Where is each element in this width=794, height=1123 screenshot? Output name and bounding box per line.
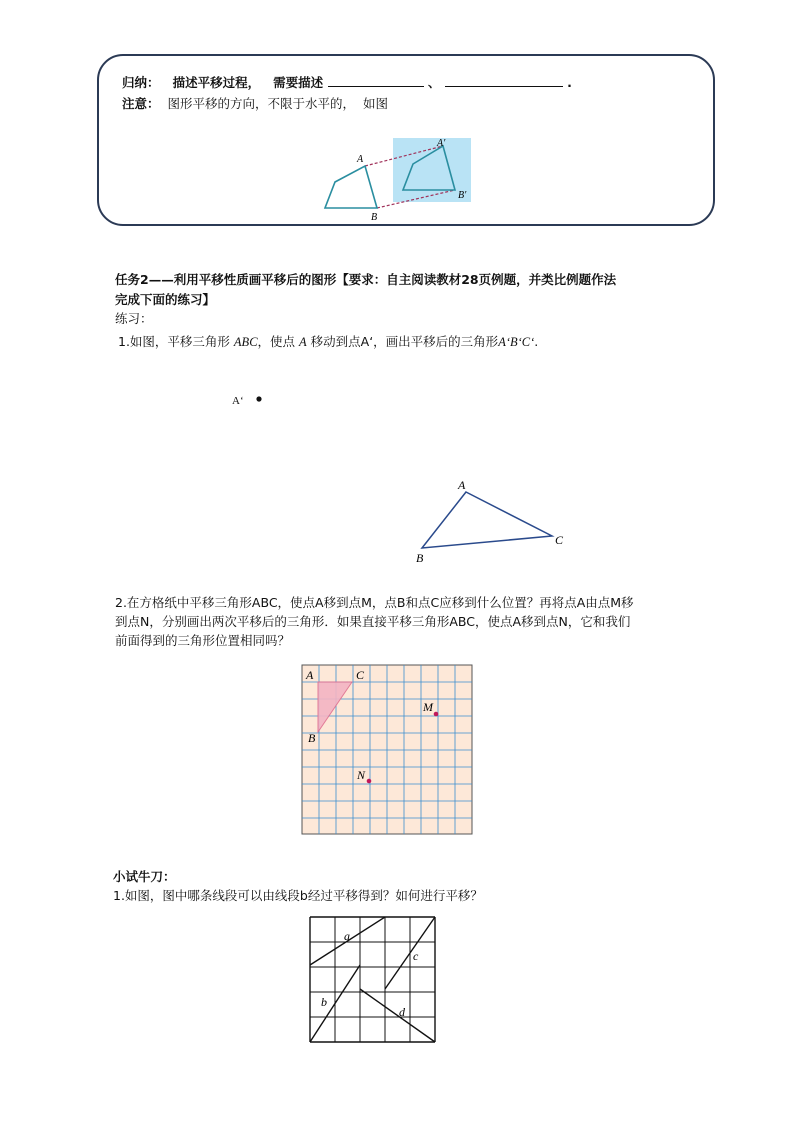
q2-line1: 2.在方格纸中平移三角形ABC，使点A移到点M，点B和点C应移到什么位置？再将点A由点M移 [115,595,634,610]
triangle-abc-figure [410,476,575,568]
q1-a: A [299,335,307,349]
note-line [122,96,388,111]
segments-grid [310,917,435,1042]
triangle-abc [422,492,552,548]
seg-label-b: b [321,995,327,1009]
q1-target: A‘B‘C‘ [498,335,535,349]
q1-mid2: 移动到点A‘，画出平移后的三角形 [310,334,499,349]
label-B: B [371,212,378,223]
task2-title [115,272,616,287]
blank-1[interactable] [328,74,424,87]
translation-figure [315,134,485,224]
task2-line2: 完成下面的练习】 [115,292,216,307]
summary-line [122,74,572,90]
note-label: 注意： [122,96,160,111]
grid-label-C: C [356,668,365,682]
summary-end: . [567,75,572,90]
point-a-prime [254,394,264,404]
label-B-prime: B′ [458,190,467,201]
grid-label-M: M [423,700,433,714]
seg-label-d: d [399,1005,405,1019]
practice-label: 练习： [115,311,153,326]
q1-mid1: ，使点 [257,334,296,349]
grid-label-N: N [357,768,366,782]
seg-label-c: c [413,949,419,963]
tri-label-B: B [416,551,424,565]
blank-2[interactable] [445,74,563,87]
tri-label-A: A [458,478,466,492]
q2-line2: 到点N，分别画出两次平移后的三角形．如果直接平移三角形ABC，使点A移到点N，它和我们 [115,614,631,629]
q2-line3: 前面得到的三角形位置相同吗？ [115,633,291,648]
summary-text1: 描述平移过程， [172,75,261,90]
summary-sep: 、 [427,75,441,90]
q1-end: . [534,334,539,349]
note-tail: 如图 [362,96,388,111]
quick-title: 小试牛刀： [113,869,176,884]
original-quadrilateral [325,166,377,208]
grid-label-A: A [306,668,314,682]
label-A: A [357,154,364,165]
task2-line1: 任务2——利用平移性质画平移后的图形【要求：自主阅读教材28页例题，并类比例题作法 [115,272,617,287]
segments-figure [309,916,437,1043]
summary-label: 归纳： [122,75,160,90]
summary-text2: 需要描述 [273,75,324,90]
grid-label-B: B [308,731,316,745]
grid-figure [301,664,473,836]
task2-title-2 [115,292,215,307]
note-text: 图形平移的方向，不限于水平的， [167,96,355,111]
point-a-prime-label: A‘ [232,395,244,407]
point-N [367,779,372,784]
seg-label-a: a [344,929,350,943]
label-A-prime: A′ [437,138,446,149]
q1-text [118,334,538,350]
q1-abc: ABC [233,335,258,349]
point-M [434,712,439,717]
segment-d [360,989,435,1042]
quick-q1: 1.如图，图中哪条线段可以由线段b经过平移得到？如何进行平移？ [113,888,483,903]
q1-prefix: 1.如图，平移三角形 [118,334,230,349]
tri-label-C: C [555,533,564,547]
